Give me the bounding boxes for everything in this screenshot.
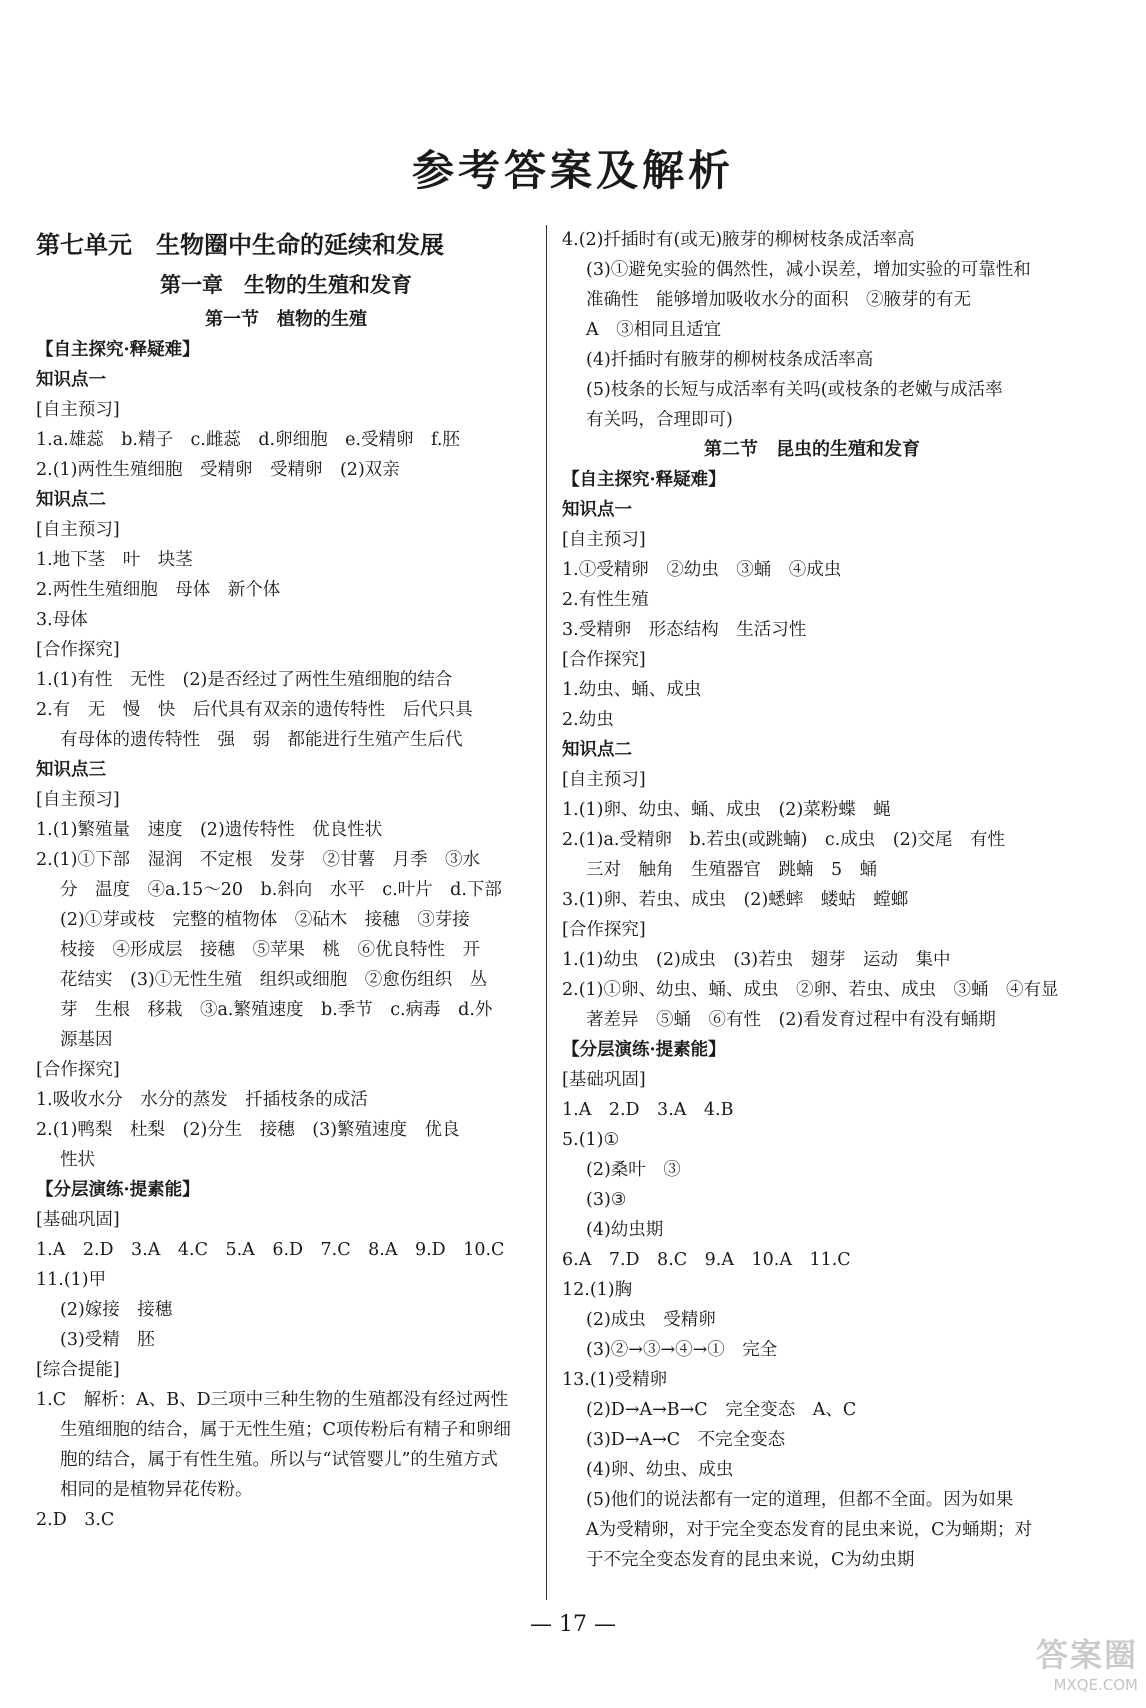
text-line: 2.幼虫 <box>562 710 614 730</box>
text-line: 1.(1)有性 无性 (2)是否经过了两性生殖细胞的结合 <box>36 670 453 690</box>
text-line: 【自主探究·释疑难】 <box>36 340 200 360</box>
watermark <box>1008 1630 1138 1694</box>
text-line: 5.(1)① <box>562 1130 620 1150</box>
text-line: 1.(1)卵、幼虫、蛹、成虫 (2)菜粉蝶 蝇 <box>562 800 891 820</box>
text-line: (4)扦插时有腋芽的柳树枝条成活率高 <box>586 350 874 370</box>
text-line: 知识点二 <box>562 740 632 760</box>
text-line: 1.A 2.D 3.A 4.C 5.A 6.D 7.C 8.A 9.D 10.C <box>36 1240 505 1260</box>
text-line: 三对 触角 生殖器官 跳蝻 5 蛹 <box>586 860 878 880</box>
text-line: 2.D 3.C <box>36 1510 115 1530</box>
text-line: 胞的结合，属于有性生殖。所以与“试管婴儿”的生殖方式 <box>60 1450 498 1470</box>
text-line: (4)幼虫期 <box>586 1220 664 1240</box>
text-line: 准确性 能够增加吸收水分的面积 ②腋芽的有无 <box>586 290 971 310</box>
text-line: 知识点三 <box>36 760 106 780</box>
watermark-url: MXQE.COM <box>1053 1676 1138 1694</box>
text-line: [合作探究] <box>562 650 646 670</box>
text-line: [综合提能] <box>36 1360 120 1380</box>
text-line: [合作探究] <box>36 1060 120 1080</box>
text-line: 知识点一 <box>562 500 632 520</box>
text-line: 第一节 植物的生殖 <box>205 309 367 330</box>
text-line: [合作探究] <box>562 920 646 940</box>
text-line: 2.(1)①下部 湿润 不定根 发芽 ②甘薯 月季 ③水 <box>36 850 480 870</box>
text-line: 2.(1)a.受精卵 b.若虫(或跳蝻) c.成虫 (2)交尾 有性 <box>562 830 1006 850</box>
text-line: (2)D→A→B→C 完全变态 A、C <box>586 1400 857 1420</box>
page-title: 参考答案及解析 <box>411 146 734 195</box>
text-line: 知识点二 <box>36 490 106 510</box>
text-line: 【分层演练·提素能】 <box>36 1180 200 1200</box>
right-column <box>562 225 1062 1575</box>
text-line: 生殖细胞的结合，属于无性生殖；C项传粉后有精子和卵细 <box>60 1420 511 1440</box>
text-line: 3.受精卵 形态结构 生活习性 <box>562 620 807 640</box>
text-line: 1.A 2.D 3.A 4.B <box>562 1100 734 1120</box>
text-line: 1.地下茎 叶 块茎 <box>36 550 193 570</box>
text-line: 2.(1)两性生殖细胞 受精卵 受精卵 (2)双亲 <box>36 460 400 480</box>
text-line: 12.(1)胸 <box>562 1280 633 1300</box>
text-line: 1.(1)幼虫 (2)成虫 (3)若虫 翅芽 运动 集中 <box>562 950 951 970</box>
text-line: (2)成虫 受精卵 <box>586 1310 716 1330</box>
text-line: 2.有 无 慢 快 后代具有双亲的遗传特性 后代只具 <box>36 700 473 720</box>
text-line: 2.两性生殖细胞 母体 新个体 <box>36 580 281 600</box>
text-line: (2)桑叶 ③ <box>586 1160 681 1180</box>
text-line: 性状 <box>60 1150 95 1170</box>
text-line: 相同的是植物异花传粉。 <box>60 1480 253 1500</box>
text-line: (4)卵、幼虫、成虫 <box>586 1460 734 1480</box>
text-line: 2.(1)①卵、幼虫、蛹、成虫 ②卵、若虫、成虫 ③蛹 ④有显 <box>562 980 1059 1000</box>
text-line: 【自主探究·释疑难】 <box>562 470 726 490</box>
text-line: 1.(1)繁殖量 速度 (2)遗传特性 优良性状 <box>36 820 383 840</box>
text-line: A ③相同且适宜 <box>586 320 722 340</box>
text-line: [基础巩固] <box>36 1210 120 1230</box>
text-line: 源基因 <box>60 1030 113 1050</box>
text-line: 【分层演练·提素能】 <box>562 1040 726 1060</box>
watermark-logo: 答案圈 <box>1035 1636 1138 1674</box>
text-line: [自主预习] <box>36 790 120 810</box>
page-number: — 17 — <box>530 1612 616 1637</box>
text-line: 4.(2)扦插时有(或无)腋芽的柳树枝条成活率高 <box>562 230 915 250</box>
text-line: 1.吸收水分 水分的蒸发 扦插枝条的成活 <box>36 1090 368 1110</box>
text-line: (3)受精 胚 <box>60 1330 155 1350</box>
text-line: [自主预习] <box>562 530 646 550</box>
text-line: [自主预习] <box>562 770 646 790</box>
text-line: (5)他们的说法都有一定的道理，但都不全面。因为如果 <box>586 1490 1014 1510</box>
text-line: [合作探究] <box>36 640 120 660</box>
text-line: 知识点一 <box>36 370 106 390</box>
text-line: [自主预习] <box>36 400 120 420</box>
text-line: (3)②→③→④→① 完全 <box>586 1340 778 1360</box>
text-line: 13.(1)受精卵 <box>562 1370 668 1390</box>
text-line: A为受精卵，对于完全变态发育的昆虫来说，C为蛹期；对 <box>586 1520 1033 1540</box>
text-line: 1.C 解析：A、B、D三项中三种生物的生殖都没有经过两性 <box>36 1390 509 1410</box>
text-line: 花结实 (3)①无性生殖 组织或细胞 ②愈伤组织 丛 <box>60 970 488 990</box>
text-line: 6.A 7.D 8.C 9.A 10.A 11.C <box>562 1250 851 1270</box>
text-line: 芽 生根 移栽 ③a.繁殖速度 b.季节 c.病毒 d.外 <box>60 1000 493 1020</box>
text-line: 1.幼虫、蛹、成虫 <box>562 680 702 700</box>
text-line: (3)D→A→C 不完全变态 <box>586 1430 786 1450</box>
text-line: (3)①避免实验的偶然性，减小误差，增加实验的可靠性和 <box>586 260 1031 280</box>
text-line: 11.(1)甲 <box>36 1270 107 1290</box>
text-line: 枝接 ④形成层 接穗 ⑤苹果 桃 ⑥优良特性 开 <box>60 940 480 960</box>
text-line: [基础巩固] <box>562 1070 646 1090</box>
text-line: (3)③ <box>586 1190 627 1210</box>
text-line: 第二节 昆虫的生殖和发育 <box>704 439 920 460</box>
text-line: (2)①芽或枝 完整的植物体 ②砧木 接穗 ③芽接 <box>60 910 470 930</box>
text-line: 第七单元 生物圈中生命的延续和发展 <box>36 231 444 259</box>
text-line: 2.(1)鸭梨 杜梨 (2)分生 接穗 (3)繁殖速度 优良 <box>36 1120 460 1140</box>
text-line: 于不完全变态发育的昆虫来说，C为幼虫期 <box>586 1550 915 1570</box>
text-line: 1.a.雄蕊 b.精子 c.雌蕊 d.卵细胞 e.受精卵 f.胚 <box>36 430 460 450</box>
left-column <box>36 225 536 1535</box>
text-line: 著差异 ⑤蛹 ⑥有性 (2)看发育过程中有没有蛹期 <box>586 1010 996 1030</box>
column-divider <box>546 225 547 1600</box>
text-line: 3.母体 <box>36 610 88 630</box>
text-line: 第一章 生物的生殖和发育 <box>160 273 412 297</box>
text-line: 2.有性生殖 <box>562 590 649 610</box>
text-line: 有关吗，合理即可) <box>586 410 733 430</box>
text-line: 3.(1)卵、若虫、成虫 (2)蟋蟀 蝼蛄 螳螂 <box>562 890 909 910</box>
text-line: [自主预习] <box>36 520 120 540</box>
text-line: 有母体的遗传特性 强 弱 都能进行生殖产生后代 <box>60 730 463 750</box>
text-line: (2)嫁接 接穗 <box>60 1300 173 1320</box>
text-line: 分 温度 ④a.15～20 b.斜向 水平 c.叶片 d.下部 <box>60 880 502 900</box>
text-line: 1.①受精卵 ②幼虫 ③蛹 ④成虫 <box>562 560 842 580</box>
text-line: (5)枝条的长短与成活率有关吗(或枝条的老嫩与成活率 <box>586 380 1003 400</box>
